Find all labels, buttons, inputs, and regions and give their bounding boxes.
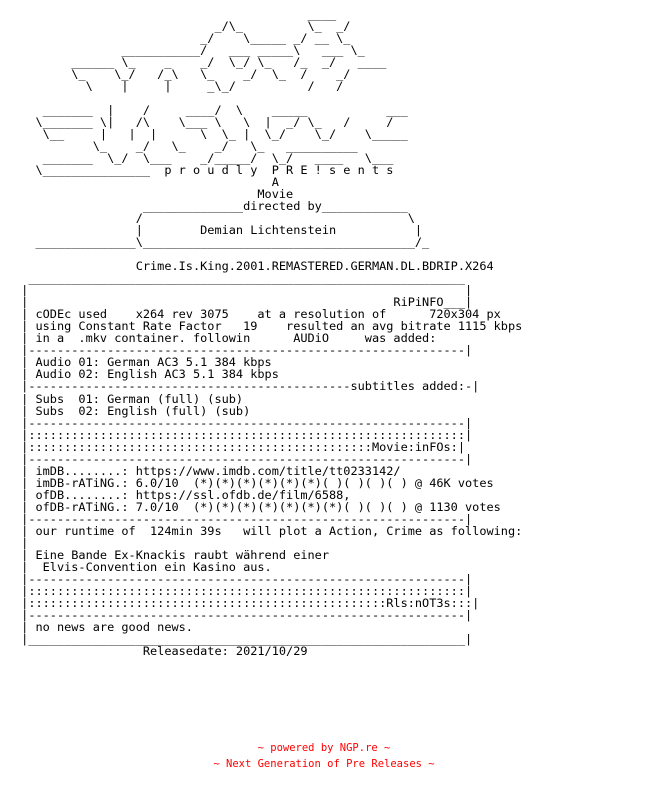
nfo-line: |-------------------------------------------------------------| bbox=[14, 415, 473, 430]
nfo-line: | Audio 02: English AC3 5.1 384 kbps bbox=[14, 367, 279, 382]
nfo-line: |---------------------------------------------subtitles added:-| bbox=[14, 379, 480, 394]
nfo-line: | Subs 01: German (full) (sub) bbox=[14, 391, 244, 406]
nfo-line: _____________________________________________________________ bbox=[14, 271, 466, 286]
nfo-line: |:::::::::::::::::::::::::::::::::::::::::::::::::::::::::::::| bbox=[14, 427, 473, 442]
nfo-line: ___________/ ___ _____\ ___ \_ bbox=[14, 43, 401, 58]
nfo-line: Crime.Is.King.2001.REMASTERED.GERMAN.DL.BDRIP.X264 bbox=[14, 259, 494, 274]
nfo-line: |-------------------------------------------------------------| bbox=[14, 343, 473, 358]
nfo-line: |-------------------------------------------------------------| bbox=[14, 571, 473, 586]
footer-tagline: ~ Next Generation of Pre Releases ~ bbox=[213, 758, 435, 770]
nfo-line: \_______ \| /\ \___ \ \ | _/ \_ / / bbox=[14, 115, 415, 130]
nfo-line: | Subs 02: English (full) (sub) bbox=[14, 403, 251, 418]
nfo-line: ____ bbox=[14, 7, 401, 21]
nfo-line: |-------------------------------------------------------------| bbox=[14, 607, 473, 622]
nfo-line: _______ \_/ \___ _/_____/ \_/ ____ \___ bbox=[14, 151, 415, 166]
nfo-line: ______________\______________________________________/_ bbox=[14, 235, 430, 250]
nfo-line: A bbox=[14, 175, 423, 190]
nfo-line: \ | | _\_/ / / bbox=[14, 79, 408, 94]
nfo-line: |:::::::::::::::::::::::::::::::::::::::::::::::::::::::::::::| bbox=[14, 583, 473, 598]
nfo-line: | our runtime of 124min 39s will plot a Action, Crime as following: bbox=[14, 523, 523, 538]
nfo-line: _______ | / ____/ \ _____ ___ bbox=[14, 103, 415, 118]
nfo-line: | RiPiNFO___| bbox=[14, 295, 473, 310]
nfo-line: | ofDB........: https://ssl.ofdb.de/film/6588, bbox=[14, 487, 351, 502]
nfo-line: | Eine Bande Ex-Knackis raubt während einer bbox=[14, 547, 329, 562]
nfo-line: | bbox=[14, 535, 29, 550]
nfo-line: \_______________ p r o u d l y P R E ! s e n t s bbox=[14, 163, 415, 178]
nfo-line: | | bbox=[14, 283, 473, 298]
nfo-line: _/ \_____ _/ __ \_ bbox=[14, 31, 408, 46]
footer bbox=[0, 740, 648, 772]
nfo-line: |::::::::::::::::::::::::::::::::::::::::::::::::Movie:inFOs:| bbox=[14, 439, 466, 454]
nfo-line: | in a .mkv container. followin AUDiO was added: bbox=[14, 331, 437, 346]
nfo-line: |::::::::::::::::::::::::::::::::::::::::::::::::::Rls:nOT3s:::| bbox=[14, 595, 480, 610]
nfo-line: | Elvis-Convention ein Kasino aus. bbox=[14, 559, 272, 574]
nfo-line: | no news are good news. bbox=[14, 619, 193, 634]
nfo-line: / \ bbox=[14, 211, 423, 226]
nfo-line: | Demian Lichtenstein | bbox=[14, 223, 430, 238]
nfo-line: ______________directed by____________ bbox=[14, 199, 423, 214]
nfo-line: | Audio 01: German AC3 5.1 384 kbps bbox=[14, 355, 272, 370]
nfo-line: ______ \_ _ _/ \_/ \_ /_ _/ ____ bbox=[14, 55, 401, 70]
nfo-line: |-------------------------------------------------------------| bbox=[14, 511, 473, 526]
footer-powered-by: ~ powered by NGP.re ~ bbox=[257, 742, 391, 754]
nfo-line: \_ \_/ /_\ \_ _/ \_ / _/ bbox=[14, 67, 401, 82]
nfo-line: | ofDB-rATiNG.: 7.0/10 (*)(*)(*)(*)(*)(*)(*)( )( )( ) @ 1130 votes bbox=[14, 499, 501, 514]
nfo-line: | cODEc used x264 rev 3075 at a resolution of 720x304 px bbox=[14, 307, 501, 322]
nfo-text bbox=[14, 8, 522, 657]
nfo-line: | using Constant Rate Factor 19 resulted an avg bitrate 1115 kbps bbox=[14, 319, 523, 334]
nfo-line: \_ _/ \_ _/ \_ __________ bbox=[14, 139, 415, 154]
nfo-line: Movie bbox=[14, 187, 423, 202]
nfo-line: | imDB-rATiNG.: 6.0/10 (*)(*)(*)(*)(*)(*)( )( )( )( ) @ 46K votes bbox=[14, 475, 494, 490]
nfo-line: Releasedate: 2021/10/29 bbox=[14, 643, 308, 658]
nfo-line: _/\_ \_ _/ bbox=[14, 19, 408, 34]
nfo-line: | imDB........: https://www.imdb.com/title/tt0233142/ bbox=[14, 463, 401, 478]
nfo-line: \__ | | | \ \_ | \_/ \_/ \_____ bbox=[14, 127, 408, 142]
nfo-line: |-------------------------------------------------------------| bbox=[14, 451, 473, 466]
nfo-line: |_____________________________________________________________| bbox=[14, 631, 473, 646]
